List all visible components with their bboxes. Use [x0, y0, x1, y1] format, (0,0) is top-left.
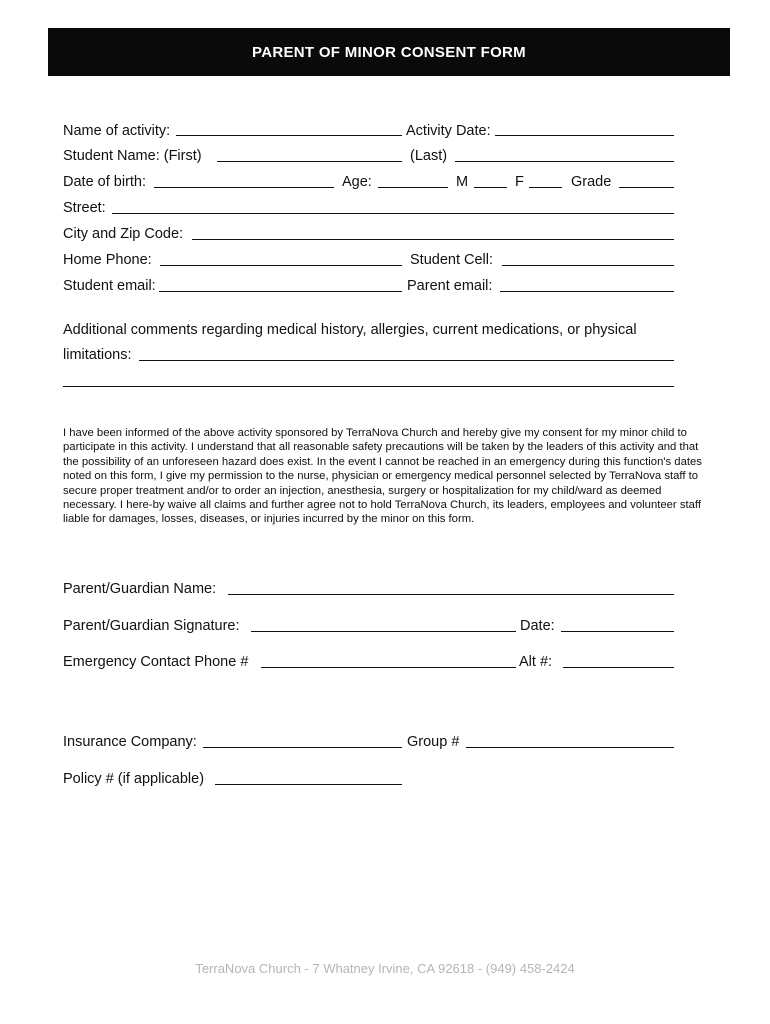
form-title: PARENT OF MINOR CONSENT FORM	[252, 43, 526, 61]
street-label: Street:	[63, 200, 106, 216]
guardian-name-field[interactable]	[228, 594, 674, 595]
female-field[interactable]	[529, 187, 562, 188]
male-field[interactable]	[474, 187, 507, 188]
limitations-field-line-2[interactable]	[63, 386, 674, 387]
city-zip-label: City and Zip Code:	[63, 226, 184, 242]
comments-prompt: Additional comments regarding medical history, allergies, current medications, or physical	[63, 322, 637, 338]
student-first-name-field[interactable]	[217, 161, 402, 162]
street-field[interactable]	[112, 213, 674, 214]
limitations-field[interactable]	[139, 360, 674, 361]
student-last-name-label: (Last)	[410, 148, 448, 164]
student-last-name-field[interactable]	[455, 161, 674, 162]
dob-label: Date of birth:	[63, 174, 147, 190]
student-email-label: Student email:	[63, 278, 156, 294]
alt-phone-label: Alt #:	[519, 654, 553, 670]
female-label: F	[515, 174, 524, 190]
guardian-signature-field[interactable]	[251, 631, 516, 632]
signature-date-field[interactable]	[561, 631, 674, 632]
emergency-phone-label: Emergency Contact Phone #	[63, 654, 249, 670]
grade-label: Grade	[571, 174, 612, 190]
guardian-name-label: Parent/Guardian Name:	[63, 581, 217, 597]
consent-statement: I have been informed of the above activity sponsored by TerraNova Church and hereby give my consent for my minor child to participate in this activity. I understand that all reasonable safety precautions will be taken by the leaders of this activity and that the possibility of an unforeseen hazard does exist. In the event I cannot be reached in an emergency during this function's dates noted on this form, I give my permission to the nurse, physician or emergency medical personnel selected by TerraNova staff to secure proper treatment and/or to order an injection, anesthesia, surgery or hospitalization for my child/ward as deemed necessary. I here-by waive all claims and further agree not to hold TerraNova Church, its leaders, employees and volunteer staff liable for damages, losses, diseases, or injuries incurred by the minor on this form.	[63, 427, 702, 526]
activity-name-label: Name of activity:	[63, 123, 171, 139]
age-label: Age:	[342, 174, 372, 190]
emergency-phone-field[interactable]	[261, 667, 516, 668]
activity-name-field[interactable]	[176, 135, 402, 136]
parent-email-field[interactable]	[500, 291, 674, 292]
policy-number-label: Policy # (if applicable)	[63, 771, 205, 787]
limitations-label: limitations:	[63, 347, 132, 363]
home-phone-field[interactable]	[160, 265, 402, 266]
grade-field[interactable]	[619, 187, 674, 188]
home-phone-label: Home Phone:	[63, 252, 152, 268]
group-number-label: Group #	[407, 734, 460, 750]
form-title-banner	[48, 28, 730, 76]
guardian-signature-label: Parent/Guardian Signature:	[63, 618, 240, 634]
policy-number-field[interactable]	[215, 784, 402, 785]
male-label: M	[456, 174, 469, 190]
activity-date-label: Activity Date:	[406, 123, 491, 139]
parent-email-label: Parent email:	[407, 278, 493, 294]
insurance-company-field[interactable]	[203, 747, 402, 748]
church-contact-footer: TerraNova Church - 7 Whatney Irvine, CA 92618 - (949) 458-2424	[195, 961, 575, 976]
student-cell-field[interactable]	[502, 265, 674, 266]
group-number-field[interactable]	[466, 747, 674, 748]
insurance-company-label: Insurance Company:	[63, 734, 197, 750]
age-field[interactable]	[378, 187, 448, 188]
student-first-name-label: Student Name: (First)	[63, 148, 202, 164]
student-email-field[interactable]	[159, 291, 402, 292]
signature-date-label: Date:	[520, 618, 555, 634]
dob-field[interactable]	[154, 187, 334, 188]
alt-phone-field[interactable]	[563, 667, 674, 668]
activity-date-field[interactable]	[495, 135, 674, 136]
city-zip-field[interactable]	[192, 239, 674, 240]
student-cell-label: Student Cell:	[410, 252, 494, 268]
